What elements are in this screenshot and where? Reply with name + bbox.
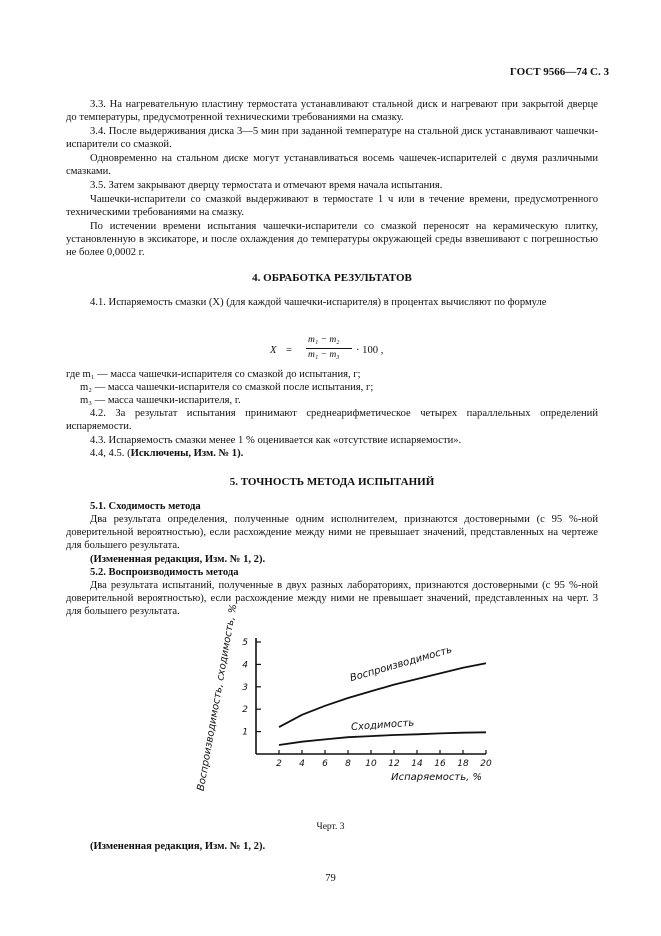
y-tick-label: 2 <box>242 705 248 716</box>
x-tick-label: 4 <box>299 759 305 769</box>
figure-3-chart <box>195 603 492 792</box>
page-number: 79 <box>325 873 336 884</box>
paragraph-3-3: 3.3. На нагревательную пластину термостата устанавливают стальной диск и нагревают при закрытой дверце до температуры, предусмотренной техническими требованиями на смазку. <box>66 99 598 123</box>
series-line-repeatability <box>279 732 486 745</box>
evaporation-formula <box>270 334 470 364</box>
paragraph-3-5-b: Чашечки-испарители со смазкой выдерживают в термостате 1 ч или в течение времени, предусмотренного техническими требованиями на смазку. <box>66 194 598 218</box>
definition-m1: где m₁ — масса чашечки-испарителя со смазкой до испытания, г; <box>66 369 361 380</box>
formula-multiplier: · 100 , <box>356 345 384 356</box>
paragraph-4-4 <box>66 447 598 460</box>
subsection-5-1-title: 5.1. Сходимость метода <box>90 501 201 512</box>
chart-series <box>279 663 486 745</box>
y-tick-label: 1 <box>242 727 248 738</box>
formula-equals: = <box>286 345 292 356</box>
x-tick-label: 20 <box>480 759 492 769</box>
y-axis-label: Воспроизводимость, сходимость, % <box>195 603 240 792</box>
paragraph-4-3: 4.3. Испаряемость смазки менее 1 % оценивается как «отсутствие испаряемости». <box>90 435 462 446</box>
x-tick-label: 6 <box>322 759 328 769</box>
figure-caption: Черт. 3 <box>316 822 345 832</box>
paragraph-5-1: Два результата определения, полученные одним исполнителем, признаются достоверными (с 95 %-ной доверительной вероятностью), если расхождение между ними не превышает значений, представленных на чертеже для большего результата. <box>66 514 598 551</box>
x-tick-label: 10 <box>365 759 377 769</box>
y-tick-label: 3 <box>242 682 248 693</box>
paragraph-5-2: Два результата испытаний, полученные в двух разных лабораториях, признаются достоверными (с 95 %-ной доверительной вероятностью), если расхождение между ними не превышает значений, представленных на черт. 3 для большего результата. <box>66 580 598 617</box>
series-label: Сходимость <box>350 717 415 734</box>
definition-m3: m₃ — масса чашечки-испарителя, г. <box>80 395 241 406</box>
x-axis-label: Испаряемость, % <box>391 772 482 783</box>
x-tick-label: 2 <box>276 759 282 769</box>
paragraph-4-4-bold: Исключены, Изм. № 1). <box>130 448 244 459</box>
edit-note-5-1: (Измененная редакция, Изм. № 1, 2). <box>90 554 266 565</box>
y-tick-label: 5 <box>242 638 248 648</box>
paragraph-3-4: 3.4. После выдерживания диска 3—5 мин при заданной температуре на стальной диск устанавливают чашечки-испарители со смазкой. <box>66 126 598 150</box>
formula-denominator: m₁ − m₃ <box>308 350 340 360</box>
edit-note-footer: (Измененная редакция, Изм. № 1, 2). <box>90 841 266 852</box>
chart-labels <box>196 603 492 792</box>
x-tick-label: 12 <box>388 759 400 769</box>
paragraph-4-4-prefix: 4.4, 4.5. ( <box>90 448 131 459</box>
x-tick-label: 8 <box>345 759 351 769</box>
paragraph-4-1: 4.1. Испаряемость смазки (X) (для каждой чашечки-испарителя) в процентах вычисляют по формуле <box>90 297 547 308</box>
formula-numerator: m₁ − m₂ <box>308 335 340 345</box>
y-tick-label: 4 <box>242 660 248 671</box>
paragraph-3-5-c: По истечении времени испытания чашечки-испарители со смазкой переносят на керамическую плитку, установленную в эксикаторе, и после охлаждения до температуры окружающей среды взвешивают с погрешностью не более 0,0002 г. <box>66 221 598 258</box>
formula-lhs: X <box>270 345 277 356</box>
subsection-5-2-title: 5.2. Воспроизводимость метода <box>90 567 239 578</box>
series-label: Воспроизводимость <box>348 644 454 685</box>
section-5-title: 5. ТОЧНОСТЬ МЕТОДА ИСПЫТАНИЙ <box>229 476 435 488</box>
x-tick-label: 14 <box>411 759 423 769</box>
paragraph-3-5: 3.5. Затем закрывают дверцу термостата и отмечают время начала испытания. <box>90 180 443 191</box>
x-tick-label: 18 <box>457 759 469 769</box>
definition-m2: m₂ — масса чашечки-испарителя со смазкой после испытания, г; <box>80 382 374 393</box>
paragraph-4-2: 4.2. За результат испытания принимают среднеарифметическое четырех параллельных определений испаряемости. <box>66 408 598 432</box>
page-header: ГОСТ 9566—74 С. 3 <box>509 66 609 78</box>
section-4-title: 4. ОБРАБОТКА РЕЗУЛЬТАТОВ <box>252 272 412 284</box>
x-tick-label: 16 <box>434 759 446 769</box>
paragraph-3-4-b: Одновременно на стальном диске могут устанавливаться восемь чашечек-испарителей с двумя различными смазками. <box>66 153 598 177</box>
